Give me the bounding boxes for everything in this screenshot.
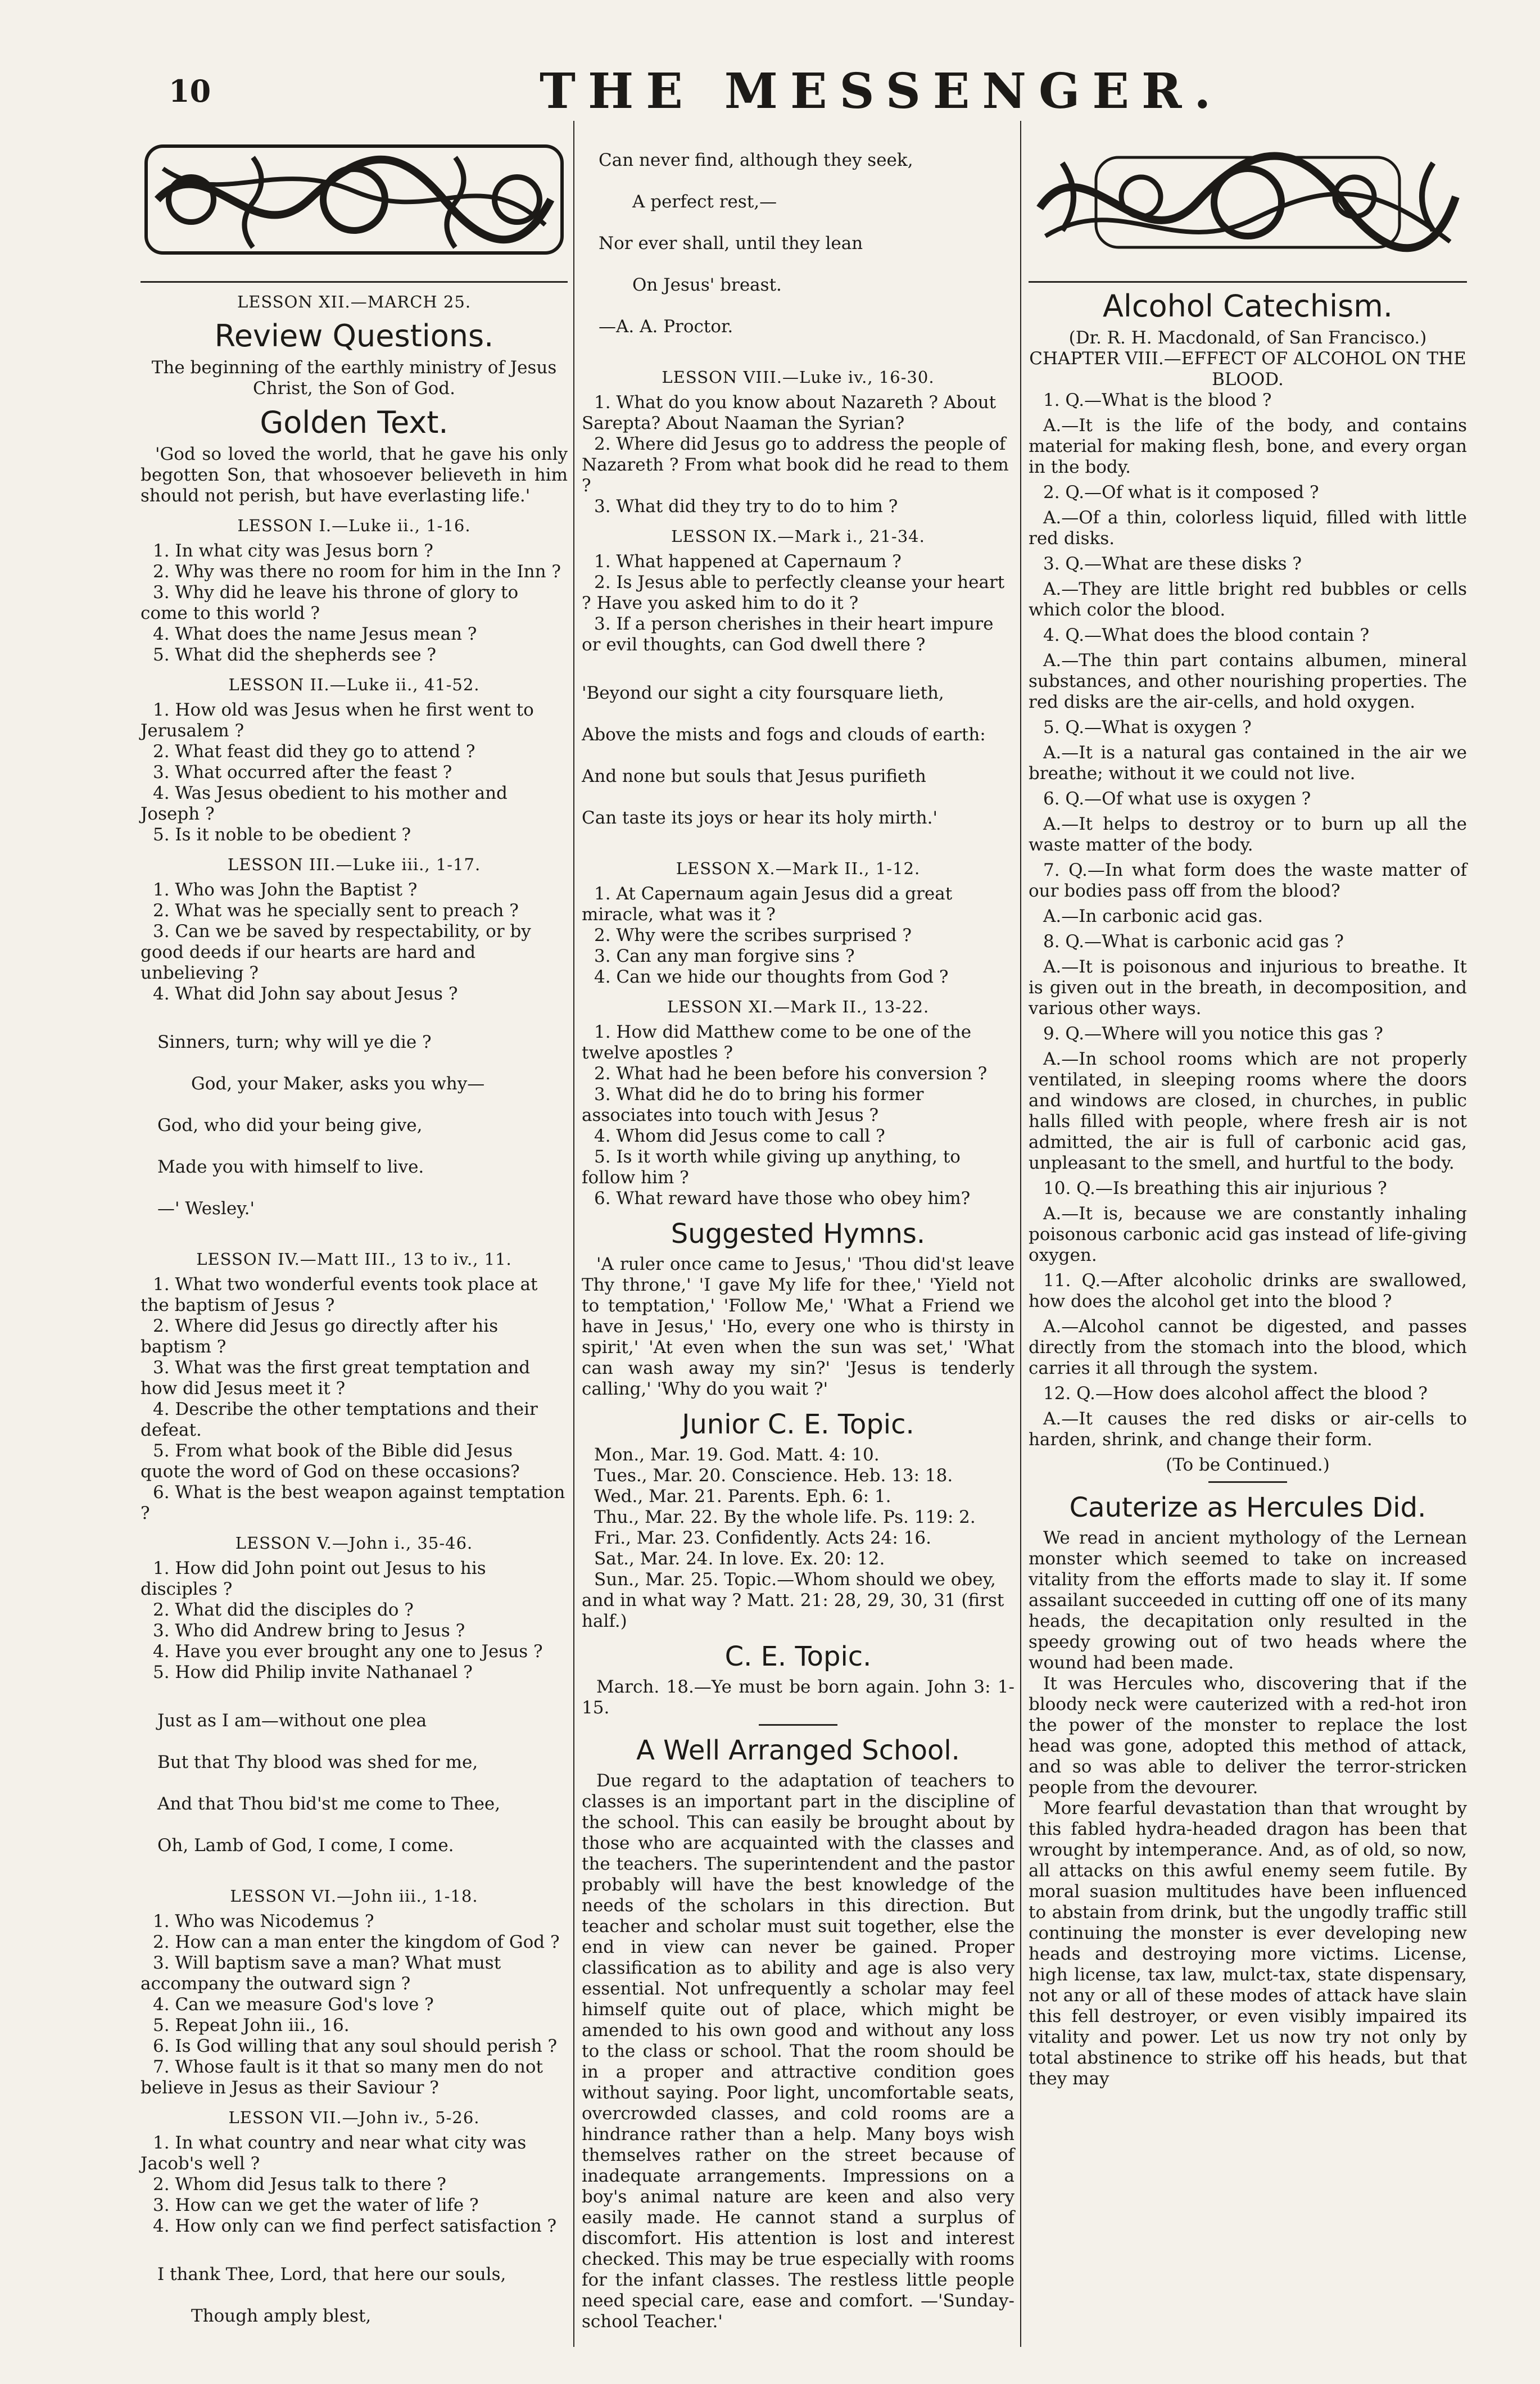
poem-line: Above the mists and fogs and clouds of earth: (582, 725, 986, 745)
question: 7. Whose fault is it that so many men do not believe in Jesus as their Saviour ? (141, 2057, 543, 2098)
column-divider (573, 121, 574, 2347)
lesson-block (582, 367, 1014, 517)
catechism-entry: 6. Q.—Of what use is oxygen ? (1043, 789, 1311, 809)
column-left (141, 118, 568, 2354)
question: 4. Have you ever brought any one to Jesus ? (153, 1641, 543, 1662)
junior-ce-schedule (582, 1445, 1014, 1632)
catechism-entry: 1. Q.—What is the blood ? (1043, 390, 1272, 410)
to-be-continued: (To be Continued.) (1166, 1455, 1330, 1475)
well-arranged-school-title: A Well Arranged School. (636, 1735, 960, 1766)
question: 5. Is it worth while giving up anything, to follow him ? (582, 1147, 961, 1188)
review-subtitle: The beginning of the earthly ministry of Jesus Christ, the Son of God. (151, 358, 557, 399)
catechism-entry: A.—Alcohol cannot be digested, and passes directly from the stomach into the blood, which carries it all through the system. (1029, 1317, 1467, 1378)
question: 4. What did John say about Jesus ? (153, 984, 458, 1004)
lesson-block (141, 1249, 568, 1524)
poem-line: And that Thou bid'st me come to Thee, (157, 1794, 501, 1814)
question: 3. Why did he leave his throne of glory to come to this world ? (141, 582, 519, 623)
poem (599, 129, 1014, 358)
catechism-entry: A.—They are little bright red bubbles or cells which color the blood. (1029, 579, 1467, 620)
well-arranged-school-text: Due regard to the adaptation of teachers to classes is an important part in the discipline of the school. This can easily be brought about by those who are acquainted with the classes and the teachers. The superintendent and the pastor probably will have the best knowledge of the needs of the scholars in this direction. But teacher and scholar must suit together, else the end in view can never be gained. Proper classification as to ability and age is also very essential. Not unfrequently a scholar may feel himself quite out of place, which might be amended to his own good and without any loss to the class or school. That the room should be in a proper and attractive condition goes without saying. Poor light, uncomfortable seats, overcrowded classes, and cold rooms are a hindrance rather than a help. Many boys wish themselves rather on the street because of inadequate arrangements. Impressions on a boy's animal nature are keen and also very easily made. He cannot stand a surplus of discomfort. His attention is lost and interest checked. This may be true especially with rooms for the infant classes. The restless little people need special care, ease and comfort. —'Sunday-school Teacher.' (582, 1771, 1014, 2332)
poem-line: Can never find, although they seek, (599, 150, 913, 170)
temperance-banner (1029, 124, 1467, 275)
schedule-row: Mon., Mar. 19. God. Matt. 4: 10. (594, 1445, 880, 1465)
poem-line: Made you with himself to live. (157, 1157, 424, 1177)
catechism-entry: A.—It is, because we are constantly inhaling poisonous carbonic acid gas instead of life-giving oxygen. (1029, 1204, 1467, 1265)
sabbath-school-banner (141, 124, 568, 275)
question: 5. How did Philip invite Nathanael ? (153, 1662, 473, 1682)
ornamental-banner-icon (141, 124, 568, 275)
catechism-entry: A.—In school rooms which are not properly ventilated, in sleeping rooms where the doors and windows are closed, in churches, in public halls filled with people, where fresh air is not admitted, the air is full of carbonic acid gas, unpleasant to the smell, and hurtful to the body. (1029, 1049, 1467, 1173)
lesson-heading: LESSON IX.—Mark i., 21-34. (671, 527, 925, 546)
catechism-entry: 11. Q.—After alcoholic drinks are swallowed, how does the alcohol get into the blood ? (1029, 1270, 1467, 1311)
hercules-paragraph: We read in ancient mythology of the Lernean monster which seemed to take on increased vitality from the efforts made to slay it. If some assailant succeeded in cutting off one of its many heads, the decapitation only resulted in the speedy growing out of two heads where the wound had been made. (1029, 1528, 1467, 1673)
golden-text-title: Golden Text. (260, 405, 449, 440)
catechism-qa (1029, 390, 1467, 1450)
page-number: 10 (169, 73, 211, 109)
hercules-paragraph: It was Hercules who, discovering that if the bloody neck were cauterized with a red-hot iron the power of the monster to replace the lost head was gone, adopted this method of attack, and so was able to deliver the terror-stricken people from the devourer. (1029, 1673, 1467, 1798)
poem-line: Sinners, turn; why will ye die ? (157, 1032, 432, 1052)
schedule-row: Thu., Mar. 22. By the whole life. Ps. 119: 2. (594, 1507, 976, 1527)
question: 4. Describe the other temptations and their defeat. (141, 1399, 538, 1440)
question: 3. Can we be saved by respectability, or by good deeds if our hearts are hard and unbelieving ? (141, 921, 531, 983)
catechism-entry: 7. Q.—In what form does the waste matter of our bodies pass off from the blood? (1029, 860, 1467, 901)
suggested-hymns-text: 'A ruler once came to Jesus,' 'Thou did'st leave Thy throne,' 'I gave My life for thee,' 'Yield not to temptation,' 'Follow Me,' 'What a Friend we have in Jesus,' 'Ho, every one who is thirsty in spirit,' 'At even when the sun was set,' 'What can wash away my sin?' 'Jesus is tenderly calling,' 'Why do you wait ?' (582, 1254, 1014, 1399)
lesson-block (582, 526, 1014, 655)
ce-topic-title: C. E. Topic. (724, 1641, 872, 1672)
poem-line: And none but souls that Jesus purifieth (582, 766, 926, 786)
question: 3. Can any man forgive sins ? (594, 946, 855, 966)
lesson-block (582, 858, 1014, 988)
alcohol-catechism-title: Alcohol Catechism. (1102, 288, 1393, 324)
poem-line: But that Thy blood was shed for me, (157, 1752, 478, 1772)
question: 1. Who was John the Baptist ? (153, 880, 418, 900)
question: 2. Why were the scribes surprised ? (594, 925, 912, 946)
question: 4. Can we measure God's love ? (153, 1994, 434, 2015)
schedule-row: Sat., Mar. 24. In love. Ex. 20: 12. (594, 1549, 885, 1569)
poem-line: Though amply blest, (191, 2306, 372, 2326)
lesson-heading: LESSON X.—Mark II., 1-12. (676, 859, 921, 878)
lesson-block (141, 854, 568, 1005)
question: 2. What did the disciples do ? (153, 1600, 414, 1620)
schedule-row: Sun., Mar. 25. Topic.—Whom should we obey, and in what way ? Matt. 21: 28, 29, 30, 31 (first half.) (582, 1569, 1004, 1631)
question: 1. What do you know about Nazareth ? About Sarepta? About Naaman the Syrian? (582, 392, 997, 433)
question: 5. Repeat John iii., 16. (153, 2015, 350, 2035)
question: 1. In what city was Jesus born ? (153, 541, 433, 561)
section-rule (1208, 1481, 1287, 1483)
lesson-heading: LESSON IV.—Matt III., 13 to iv., 11. (196, 1250, 512, 1269)
schedule-row: Fri., Mar. 23. Confidently. Acts 24: 16. (594, 1528, 931, 1548)
question: 2. Why was there no room for him in the Inn ? (153, 562, 561, 582)
question: 1. What happened at Capernaum ? (594, 551, 902, 572)
chapter-heading: CHAPTER VIII.—EFFECT OF ALCOHOL ON THE BLOOD. (1029, 349, 1466, 390)
catechism-entry: 2. Q.—Of what is it composed ? (1043, 482, 1319, 503)
lesson-heading: LESSON I.—Luke ii., 1-16. (237, 516, 471, 535)
hercules-paragraph: More fearful devastation than that wrought by this fabled hydra-headed dragon has been that wrought by intemperance. And, as of old, so now, all attacks on this awful enemy seem futile. By moral suasion multitudes have been influenced to abstain from drink, but the ungodly traffic still continuing the monster is ever developing new heads and destroying more victims. License, high license, tax law, mulct-tax, state dispensary, not any or all of these modes of attack have slain this fell destroyer, or even visibly impaired its vitality and power. Let us now try not only by total abstinence to strike off his heads, but that they may (1029, 1798, 1467, 2089)
poem-line: Oh, Lamb of God, I come, I come. (157, 1835, 454, 1856)
question: 4. How only can we find perfect satisfaction ? (153, 2216, 557, 2236)
ce-topic-text: March. 18.—Ye must be born again. John 3: 1-15. (582, 1677, 1014, 1718)
poem (157, 2243, 568, 2347)
lesson-heading: LESSON VI.—John iii., 1-18. (230, 1887, 478, 1906)
lesson-block (141, 1886, 568, 2098)
question: 1. Who was Nicodemus ? (153, 1911, 374, 1931)
question: 2. What had he been before his conversion ? (594, 1064, 988, 1084)
catechism-entry: A.—The thin part contains albumen, mineral substances, and other nourishing properties. The red disks are the air-cells, and hold oxygen. (1029, 650, 1467, 712)
lesson-heading: LESSON XI.—Mark II., 13-22. (667, 997, 930, 1016)
review-questions-title: Review Questions. (214, 318, 494, 354)
question: 2. What feast did they go to attend ? (153, 741, 475, 762)
question: 4. Whom did Jesus come to call ? (594, 1126, 885, 1146)
question: 4. What does the name Jesus mean ? (153, 624, 477, 644)
question: 2. Where did Jesus go to address the people of Nazareth ? From what book did he read to them ? (582, 434, 1009, 496)
catechism-entry: 4. Q.—What does the blood contain ? (1043, 625, 1370, 645)
catechism-entry: 9. Q.—Where will you notice this gas ? (1043, 1024, 1383, 1044)
section-rule (141, 281, 568, 283)
question: 1. What two wonderful events took place at the baptism of Jesus ? (141, 1274, 538, 1315)
question: 3. If a person cherishes in their heart impure or evil thoughts, can God dwell there ? (582, 614, 994, 655)
question: 5. From what book of the Bible did Jesus quote the word of God on these occasions? (141, 1441, 520, 1482)
question: 1. How did Matthew come to be one of the twelve apostles ? (582, 1022, 972, 1063)
question: 4. Was Jesus obedient to his mother and Joseph ? (141, 783, 508, 824)
question: 2. Whom did Jesus talk to there ? (153, 2174, 446, 2195)
column-middle (582, 118, 1014, 2332)
question: 6. What reward have those who obey him? (594, 1188, 971, 1209)
poem-line: I thank Thee, Lord, that here our souls, (157, 2264, 506, 2285)
lesson-heading: LESSON II.—Luke ii., 41-52. (228, 675, 480, 694)
catechism-entry: A.—In carbonic acid gas. (1043, 906, 1263, 926)
schedule-row: Tues., Mar. 20. Conscience. Heb. 13: 18. (594, 1465, 953, 1486)
section-rule (759, 1724, 837, 1726)
lesson-block (141, 515, 568, 666)
catechism-entry: 12. Q.—How does alcohol affect the blood ? (1043, 1383, 1428, 1404)
lesson-block (141, 675, 568, 845)
question: 6. What is the best weapon against temptation ? (141, 1482, 565, 1523)
question: 2. What was he specially sent to preach ? (153, 901, 519, 921)
question: 1. How did John point out Jesus to his disciples ? (141, 1558, 486, 1599)
poem-line: Nor ever shall, until they lean (599, 233, 863, 254)
lesson-heading: LESSON V.—John i., 35-46. (235, 1533, 473, 1553)
catechism-entry: 5. Q.—What is oxygen ? (1043, 717, 1252, 738)
catechism-entry: A.—It is a natural gas contained in the air we breathe; without it we could not live. (1029, 743, 1467, 784)
lesson-heading: LESSON VII.—John iv., 5-26. (228, 2108, 480, 2127)
catechism-entry: A.—It is the life of the body, and contains material for making flesh, bone, and every organ in the body. (1029, 415, 1467, 477)
hercules-title: Cauterize as Hercules Did. (1069, 1492, 1426, 1523)
lesson-block (582, 997, 1014, 1209)
question: 3. How can we get the water of life ? (153, 2195, 479, 2215)
poem-line: —A. A. Proctor. (599, 316, 733, 337)
suggested-hymns-title: Suggested Hymns. (671, 1218, 926, 1250)
catechism-entry: A.—It is poisonous and injurious to breathe. It is given out in the breath, in decomposition, and various other ways. (1029, 957, 1467, 1019)
catechism-entry: A.—It helps to destroy or to burn up all the waste matter of the body. (1029, 814, 1467, 855)
catechism-entry: A.—Of a thin, colorless liquid, filled with little red disks. (1029, 508, 1467, 549)
catechism-entry: 10. Q.—Is breathing this air injurious ? (1043, 1178, 1387, 1198)
poem-line: Can taste its joys or hear its holy mirth.' (582, 808, 937, 828)
schedule-row: Wed., Mar. 21. Parents. Eph. 6: 1. (594, 1486, 891, 1507)
question: 1. How old was Jesus when he first went to Jerusalem ? (141, 700, 534, 741)
poem-line: 'Beyond our sight a city foursquare lieth, (582, 683, 944, 703)
column-right (1029, 118, 1467, 2089)
question: 3. What was the first great temptation and how did Jesus meet it ? (141, 1358, 531, 1399)
catechism-entry: 8. Q.—What is carbonic acid gas ? (1043, 931, 1344, 952)
question: 3. Who did Andrew bring to Jesus ? (153, 1621, 465, 1641)
section-rule (1029, 281, 1467, 283)
lesson-heading: LESSON XII.—MARCH 25. (237, 292, 472, 311)
poem-line: —' Wesley.' (157, 1198, 255, 1219)
masthead: THE MESSENGER. (540, 63, 1224, 120)
poem (582, 662, 1014, 849)
catechism-author: (Dr. R. H. Macdonald, of San Francisco.) (1068, 328, 1427, 348)
column-divider (1020, 121, 1021, 2347)
question: 4. Can we hide our thoughts from God ? (594, 967, 949, 987)
question: 3. What did they try to do to him ? (594, 496, 898, 517)
question: 5. Is it noble to be obedient ? (153, 825, 411, 845)
question: 2. How can a man enter the kingdom of God ? (153, 1932, 560, 1952)
poem-line: Just as I am—without one plea (157, 1711, 427, 1731)
catechism-entry: A.—It causes the red disks or air-cells to harden, shrink, and change their form. (1029, 1409, 1467, 1450)
question: 5. What did the shepherds see ? (153, 645, 437, 665)
question: 3. What occurred after the feast ? (153, 762, 452, 782)
ornamental-banner-icon (1029, 124, 1467, 275)
golden-text: 'God so loved the world, that he gave his only begotten Son, that whosoever believeth in him should not perish, but have everlasting life.' (141, 444, 568, 506)
junior-ce-topic-title: Junior C. E. Topic. (682, 1409, 914, 1440)
question: 3. Will baptism save a man? What must accompany the outward sign ? (141, 1953, 501, 1994)
lesson-block (141, 1533, 568, 1683)
lesson-heading: LESSON VIII.—Luke iv., 16-30. (662, 368, 935, 387)
question: 3. What did he do to bring his former associates into touch with Jesus ? (582, 1084, 924, 1125)
lesson-heading: LESSON III.—Luke iii., 1-17. (227, 855, 481, 874)
poem (157, 1690, 568, 1877)
poem-line: God, your Maker, asks you why— (191, 1074, 485, 1094)
poem (157, 1011, 568, 1240)
question: 2. Where did Jesus go directly after his baptism ? (141, 1316, 499, 1357)
question: 1. In what country and near what city was Jacob's well ? (141, 2133, 527, 2174)
question: 2. Is Jesus able to perfectly cleanse your heart ? Have you asked him to do it ? (582, 572, 1005, 613)
poem-line: God, who did your being give, (157, 1115, 423, 1136)
question: 1. At Capernaum again Jesus did a great miracle, what was it ? (582, 884, 953, 925)
question: 6. Is God willing that any soul should perish ? (153, 2036, 558, 2056)
poem-line: A perfect rest,— (632, 192, 777, 212)
lesson-block (141, 2107, 568, 2237)
catechism-entry: 3. Q.—What are these disks ? (1043, 554, 1302, 574)
poem-line: On Jesus' breast. (632, 275, 782, 295)
